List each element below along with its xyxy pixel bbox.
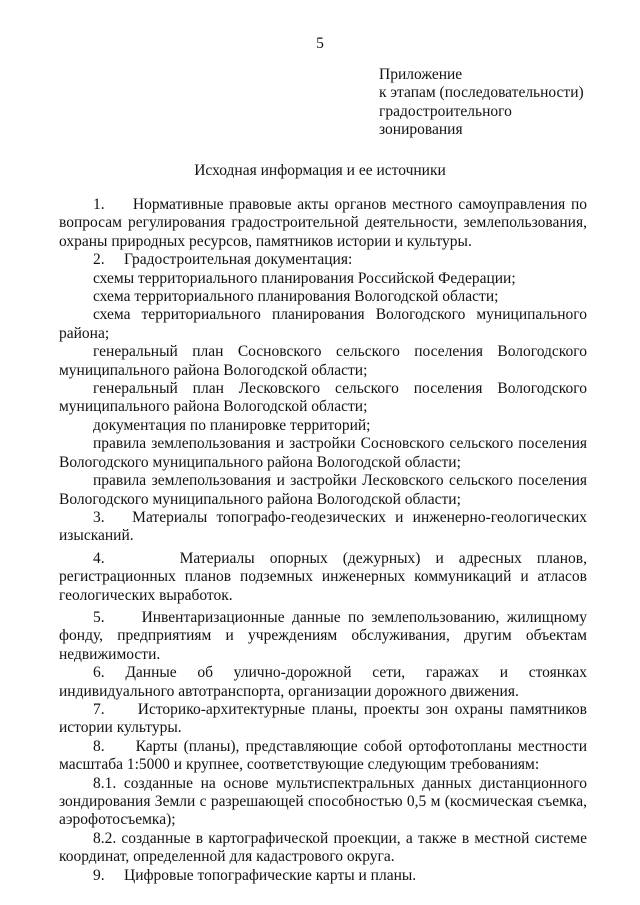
- annex-line-3: градостроительного: [379, 102, 512, 120]
- list-item: схемы территориального планирования Российской Федерации;: [93, 269, 516, 287]
- page-number: 5: [316, 35, 324, 52]
- list-item: схема территориального планирования Вологодского муниципального района;: [59, 306, 587, 342]
- paragraph-8-2: 8.2. созданные в картографической проекции, а также в местной системе координат, определенной для кадастрового округа.: [59, 829, 587, 866]
- paragraph-2: 2. Градостроительная документация:: [93, 251, 353, 269]
- list-item: генеральный план Лесковского сельского поселения Вологодского муниципального района Вологодской области;: [59, 380, 587, 416]
- list-item: правила землепользования и застройки Лесковского сельского поселения Вологодского муниципального района Вологодской области;: [59, 472, 587, 508]
- annex-line-2: к этапам (последовательности): [379, 84, 584, 102]
- annex-line-1: Приложение: [379, 66, 463, 83]
- paragraph-4: 4. Материалы опорных (дежурных) и адресных планов, регистрационных планов подземных инженерных коммуникаций и атласов геологических выработок.: [59, 549, 587, 604]
- paragraph-1: 1. Нормативные правовые акты органов местного самоуправления по вопросам регулирования градостроительной деятельности, землепользования, охраны природных ресурсов, памятников истории и культуры.: [59, 196, 587, 250]
- document-title: Исходная информация и ее источники: [194, 162, 446, 179]
- paragraph-8-1: 8.1. созданные на основе мультиспектральных данных дистанционного зондирования Земли с разрешающей способностью 0,5 м (космическая съемка, аэрофотосъемка);: [59, 774, 587, 829]
- paragraph-6: 6. Данные об улично-дорожной сети, гаражах и стоянках индивидуального автотранспорта, организации дорожного движения.: [59, 664, 587, 700]
- annex-line-4: зонирования: [379, 121, 463, 139]
- list-item: генеральный план Сосновского сельского поселения Вологодского муниципального района Вологодской области;: [59, 343, 587, 379]
- list-item: схема территориального планирования Вологодской области;: [93, 288, 499, 306]
- paragraph-8: 8. Карты (планы), представляющие собой ортофотопланы местности масштаба 1:5000 и крупнее, соответствующие следующим требованиям:: [59, 737, 587, 774]
- list-item: правила землепользования и застройки Сосновского сельского поселения Вологодского муниципального района Вологодской области;: [59, 435, 587, 471]
- paragraph-7: 7. Историко-архитектурные планы, проекты зон охраны памятников истории культуры.: [59, 700, 587, 737]
- paragraph-3: 3. Материалы топографо-геодезических и инженерно-геологических изысканий.: [59, 508, 587, 545]
- paragraph-9: 9. Цифровые топографические карты и планы.: [93, 866, 417, 884]
- document-body: [59, 196, 587, 885]
- list-item: документация по планировке территорий;: [93, 416, 371, 434]
- annex-block: [379, 66, 619, 140]
- paragraph-5: 5. Инвентаризационные данные по землепользованию, жилищному фонду, предприятиям и учреждениям обслуживания, другим объектам недвижимости.: [59, 608, 587, 663]
